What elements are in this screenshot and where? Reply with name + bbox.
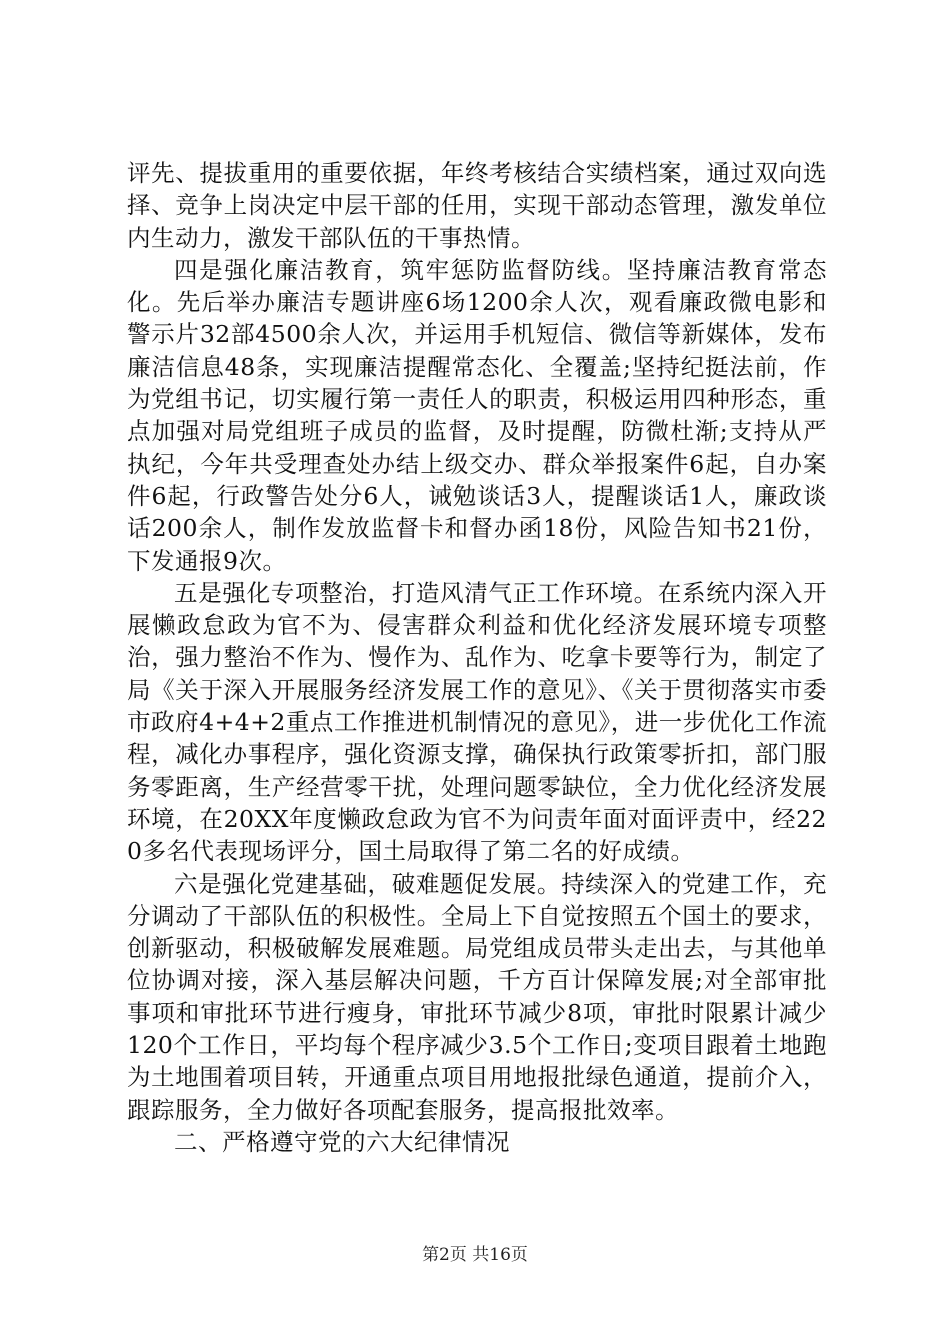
paragraph-1: 评先、提拔重用的重要依据，年终考核结合实绩档案，通过双向选择、竞争上岗决定中层干部的任用，实现干部动态管理，激发单位内生动力，激发干部队伍的干事热情。 — [127, 159, 827, 252]
paragraph-4: 六是强化党建基础，破难题促发展。持续深入的党建工作，充分调动了干部队伍的积极性。全局上下自觉按照五个国土的要求，创新驱动，积极破解发展难题。局党组成员带头走出去，与其他单位协调对接，深入基层解决问题，千方百计保障发展;对全部审批事项和审批环节进行瘦身，审批环节减少8项，审批时限累计减少120个工作日，平均每个程序减少3.5个工作日;变项目跟着土地跑为土地围着项目转，开通重点项目用地报批绿色通道，提前介入，跟踪服务，全力做好各项配套服务，提高报批效率。 — [127, 869, 827, 1124]
page-footer: 第2页 共16页 — [422, 1245, 528, 1265]
section-heading: 二、严格遵守党的六大纪律情况 — [174, 1127, 510, 1156]
paragraph-2: 四是强化廉洁教育，筑牢惩防监督防线。坚持廉洁教育常态化。先后举办廉洁专题讲座6场1200余人次，观看廉政微电影和警示片32部4500余人次，并运用手机短信、微信等新媒体，发布廉洁信息48条，实现廉洁提醒常态化、全覆盖;坚持纪挺法前，作为党组书记，切实履行第一责任人的职责，积极运用四种形态，重点加强对局党组班子成员的监督，及时提醒，防微杜渐;支持从严执纪，今年共受理查处办结上级交办、群众举报案件6起，自办案件6起，行政警告处分6人，诫勉谈话3人，提醒谈话1人，廉政谈话200余人，制作发放监督卡和督办函18份，风险告知书21份，下发通报9次。 — [127, 255, 827, 575]
paragraph-3: 五是强化专项整治，打造风清气正工作环境。在系统内深入开展懒政怠政为官不为、侵害群众利益和优化经济发展环境专项整治，强力整治不作为、慢作为、乱作为、吃拿卡要等行为，制定了局《关于深入开展服务经济发展工作的意见》、《关于贯彻落实市委市政府4+4+2重点工作推进机制情况的意见》，进一步优化工作流程，减化办事程序，强化资源支撑，确保执行政策零折扣，部门服务零距离，生产经营零干扰，处理问题零缺位，全力优化经济发展环境，在20XX年度懒政怠政为官不为问责年面对面评责中，经220多名代表现场评分，国土局取得了第二名的好成绩。 — [127, 578, 827, 866]
document-body — [127, 157, 827, 1158]
